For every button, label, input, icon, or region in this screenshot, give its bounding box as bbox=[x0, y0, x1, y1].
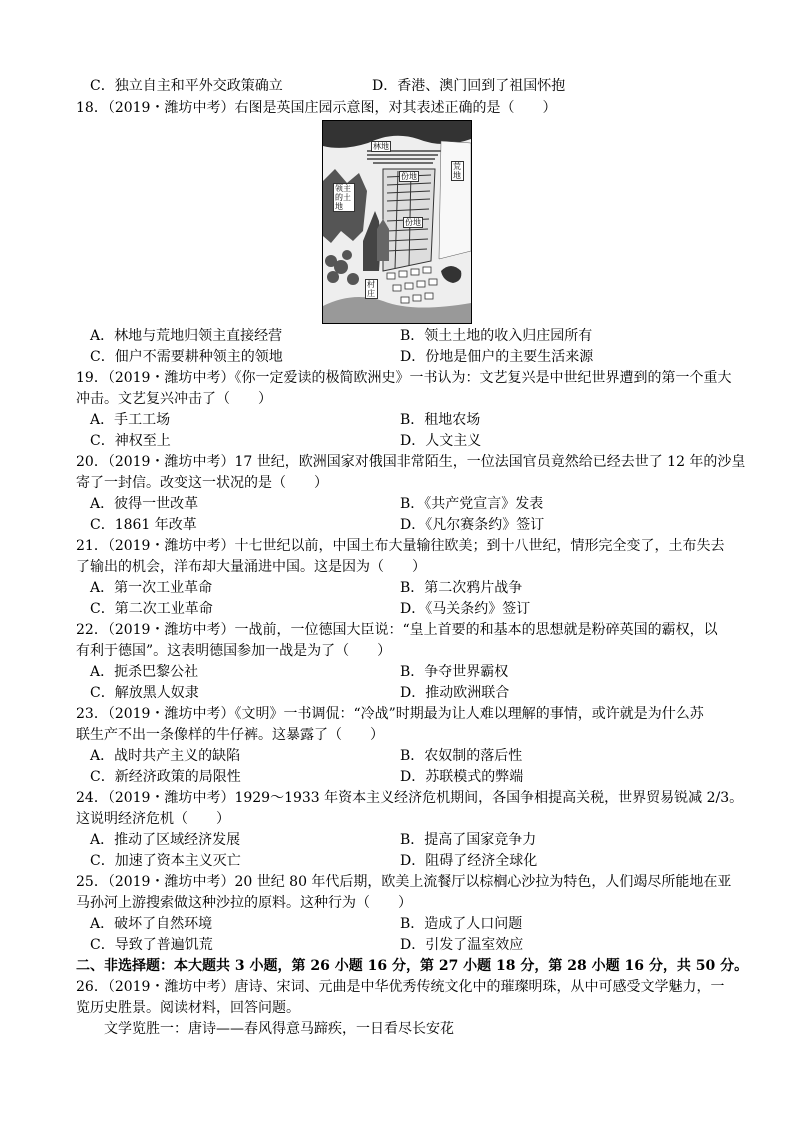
q25-option-b: B．造成了人口问题 bbox=[400, 916, 523, 932]
q25-option-c: C．导致了普遍饥荒 bbox=[90, 937, 213, 953]
q23-stem-line2: 联生产不出一条像样的牛仔裤。这暴露了（ ） bbox=[76, 727, 384, 743]
q24-option-a: A．推动了区域经济发展 bbox=[90, 832, 241, 848]
q24-option-c: C．加速了资本主义灭亡 bbox=[90, 853, 241, 869]
section-2-heading: 二、非选择题：本大题共 3 小题，第 26 小题 16 分，第 27 小题 18 分，第 28 小题 16 分，共 50 分。 bbox=[76, 958, 749, 974]
q17-option-c: C．独立自主和平外交政策确立 bbox=[90, 78, 283, 94]
q26-material-1-title: 文学览胜一：唐诗——春风得意马蹄疾，一日看尽长安花 bbox=[104, 1021, 454, 1037]
q19-stem-line2: 冲击。文艺复兴冲击了（ ） bbox=[76, 391, 272, 407]
q22-option-b: B．争夺世界霸权 bbox=[400, 664, 509, 680]
q21-stem-line2: 了输出的机会，洋布却大量涌进中国。这是因为（ ） bbox=[76, 559, 426, 575]
q23-option-a: A．战时共产主义的缺陷 bbox=[90, 748, 241, 764]
q23-option-d: D．苏联模式的弊端 bbox=[400, 769, 524, 785]
q22-stem-line2: 有利于德国”。这表明德国参加一战是为了（ ） bbox=[76, 643, 392, 659]
q20-stem-line2: 寄了一封信。改变这一状况的是（ ） bbox=[76, 475, 328, 491]
q26-stem-line1: 26．（2019・潍坊中考）唐诗、宋词、元曲是中华优秀传统文化中的璀璨明珠，从中可感受文学魅力，一 bbox=[76, 979, 725, 995]
q18-option-c: C．佃户不需要耕种领主的领地 bbox=[90, 349, 283, 365]
q19-option-c: C．神权至上 bbox=[90, 433, 171, 449]
map-label-forest: 林地 bbox=[373, 142, 389, 151]
map-label-village: 村庄 bbox=[365, 279, 378, 299]
q25-option-a: A．破坏了自然环境 bbox=[90, 916, 213, 932]
q18-stem: 18．（2019・潍坊中考）右图是英国庄园示意图，对其表述正确的是（ ） bbox=[76, 100, 557, 116]
q18-option-b: B．领土土地的收入归庄园所有 bbox=[400, 328, 593, 344]
q19-option-d: D．人文主义 bbox=[400, 433, 482, 449]
q18-option-a: A．林地与荒地归领主直接经营 bbox=[90, 328, 283, 344]
q22-option-d: D．推动欧洲联合 bbox=[400, 685, 510, 701]
q23-option-b: B．农奴制的落后性 bbox=[400, 748, 523, 764]
q21-option-b: B．第二次鸦片战争 bbox=[400, 580, 523, 596]
q19-option-b: B．租地农场 bbox=[400, 412, 481, 428]
manor-map-figure bbox=[322, 120, 472, 324]
q21-option-d: D．《马关条约》签订 bbox=[400, 601, 531, 617]
q20-option-d: D．《凡尔赛条约》签订 bbox=[400, 517, 545, 533]
q25-option-d: D．引发了温室效应 bbox=[400, 937, 524, 953]
map-label-wasteland: 荒地 bbox=[451, 161, 464, 181]
q22-option-a: A．扼杀巴黎公社 bbox=[90, 664, 199, 680]
q21-stem-line1: 21．（2019・潍坊中考）十七世纪以前，中国土布大量输往欧美；到十八世纪，情形完全变了，土布失去 bbox=[76, 538, 725, 554]
map-label-fen-2: 份地 bbox=[405, 218, 421, 227]
q17-option-d: D．香港、澳门回到了祖国怀抱 bbox=[372, 78, 566, 94]
q22-option-c: C．解放黑人奴隶 bbox=[90, 685, 199, 701]
q24-option-d: D．阻碍了经济全球化 bbox=[400, 853, 538, 869]
q20-option-c: C．1861 年改革 bbox=[90, 517, 197, 533]
q21-option-c: C．第二次工业革命 bbox=[90, 601, 213, 617]
q20-option-a: A．彼得一世改革 bbox=[90, 496, 199, 512]
q19-stem-line1: 19．（2019・潍坊中考）《你一定爱读的极简欧洲史》一书认为：文艺复兴是中世纪世界遭到的第一个重大 bbox=[76, 370, 732, 386]
q24-option-b: B．提高了国家竞争力 bbox=[400, 832, 537, 848]
q22-stem-line1: 22．（2019・潍坊中考）一战前，一位德国大臣说：“皇上首要的和基本的思想就是粉碎英国的霸权，以 bbox=[76, 622, 718, 638]
map-label-fen-1: 份地 bbox=[401, 172, 417, 181]
q26-stem-line2: 览历史胜景。阅读材料，回答问题。 bbox=[76, 1000, 300, 1016]
q25-stem-line1: 25．（2019・潍坊中考）20 世纪 80 年代后期，欧美上流餐厅以棕榈心沙拉为特色，人们竭尽所能地在亚 bbox=[76, 874, 732, 890]
q21-option-a: A．第一次工业革命 bbox=[90, 580, 213, 596]
q23-stem-line1: 23．（2019・潍坊中考）《文明》一书调侃：“冷战”时期最为让人难以理解的事情，或许就是为什么苏 bbox=[76, 706, 704, 722]
q25-stem-line2: 马孙河上游搜索做这种沙拉的原料。这种行为（ ） bbox=[76, 895, 412, 911]
q23-option-c: C．新经济政策的局限性 bbox=[90, 769, 241, 785]
q20-option-b: B．《共产党宣言》发表 bbox=[400, 496, 544, 512]
q24-stem-line2: 这说明经济危机（ ） bbox=[76, 811, 230, 827]
q19-option-a: A．手工工场 bbox=[90, 412, 171, 428]
q18-option-d: D．份地是佃户的主要生活来源 bbox=[400, 349, 594, 365]
q24-stem-line1: 24．（2019・潍坊中考）1929～1933 年资本主义经济危机期间，各国争相提高关税，世界贸易锐减 2/3。 bbox=[76, 790, 744, 806]
q20-stem-line1: 20．（2019・潍坊中考）17 世纪，欧洲国家对俄国非常陌生，一位法国官员竟然给已经去世了 12 年的沙皇 bbox=[76, 454, 746, 470]
map-label-lord-land: 领主的土地 bbox=[333, 183, 355, 212]
